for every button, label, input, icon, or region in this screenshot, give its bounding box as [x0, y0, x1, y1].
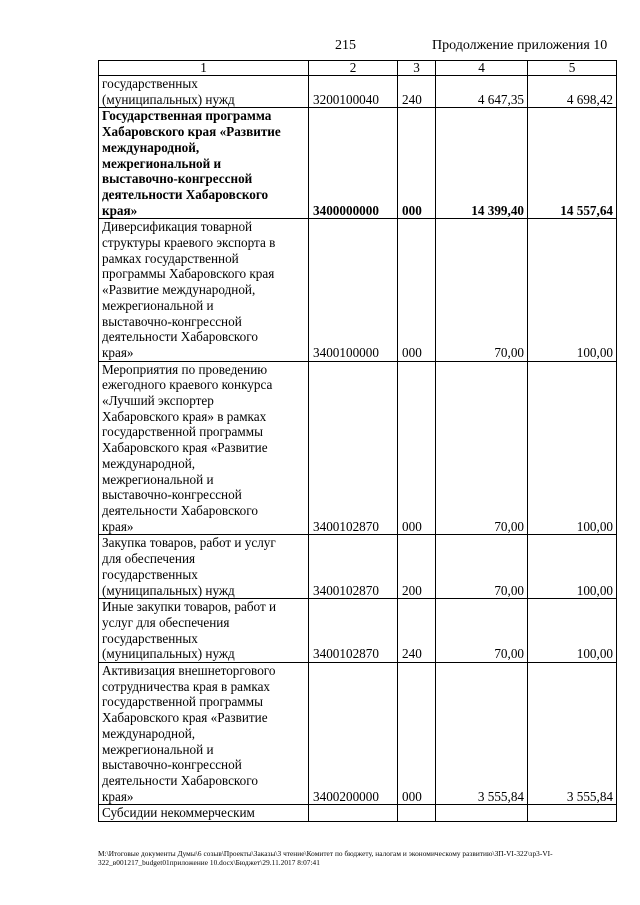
expense-type-code: 240: [398, 599, 436, 663]
amount-year-1: 70,00: [436, 599, 528, 663]
expense-type-code: 000: [398, 361, 436, 535]
amount-year-2: 100,00: [528, 219, 617, 361]
row-name-line: рамках государственной: [102, 250, 239, 266]
expense-type-code: [398, 805, 436, 822]
target-article-code: 3400100000: [309, 219, 398, 361]
row-name-line: ежегодного краевого конкурса: [102, 377, 273, 393]
row-name-line: международной,: [102, 455, 196, 471]
row-name-line: Диверсификация товарной: [102, 219, 253, 235]
amount-year-2: 100,00: [528, 361, 617, 535]
row-name-line: выставочно-конгрессной: [102, 487, 242, 503]
table-row: [99, 219, 617, 361]
row-name-line: края»: [102, 202, 138, 218]
column-number: 2: [309, 61, 398, 76]
row-name-line: деятельности Хабаровского: [102, 502, 258, 518]
column-number-row: [99, 61, 617, 76]
target-article-code: 3400102870: [309, 361, 398, 535]
row-name-line: Хабаровского края» в рамках: [102, 408, 267, 424]
table-row: [99, 535, 617, 599]
row-name-line: сотрудничества края в рамках: [102, 678, 271, 694]
row-name-line: выставочно-конгрессной: [102, 313, 242, 329]
amount-year-2: 100,00: [528, 535, 617, 599]
row-name-cell: [99, 219, 309, 361]
row-name-line: межрегиональной и: [102, 471, 214, 487]
row-name-cell: [99, 76, 309, 108]
row-name-line: выставочно-конгрессной: [102, 757, 242, 773]
target-article-code: 3400102870: [309, 599, 398, 663]
file-path-footer: М:\Итоговые документы Думы\6 созыв\Проекты\Заказы\3 чтение\Комитет по бюджету, налогам и экономическому развитию\ЗП-VI-322\зр3-VI-322_в001217_budget01приложение 10.docx\Бюджет\29.11.2017 8:07:41: [98, 849, 553, 867]
row-name-cell: [99, 535, 309, 599]
amount-year-1: [436, 805, 528, 822]
table-row: [99, 663, 617, 805]
row-name-line: структуры краевого экспорта в: [102, 235, 276, 251]
row-name-line: услуг для обеспечения: [102, 614, 230, 630]
column-number: 4: [436, 61, 528, 76]
row-name-line: Хабаровского края «Развитие: [102, 710, 268, 726]
row-name-line: деятельности Хабаровского: [102, 772, 258, 788]
row-name-line: государственной программы: [102, 424, 263, 440]
row-name-line: государственных: [102, 630, 198, 646]
row-name-cell: [99, 361, 309, 535]
row-name-line: «Лучший экспортер: [102, 393, 214, 409]
amount-year-1: 70,00: [436, 535, 528, 599]
amount-year-2: [528, 805, 617, 822]
table-row: [99, 599, 617, 663]
budget-table: [98, 60, 617, 822]
row-name-line: международной,: [102, 139, 200, 155]
amount-year-1: 14 399,40: [436, 108, 528, 219]
amount-year-1: 4 647,35: [436, 76, 528, 108]
expense-type-code: 000: [398, 108, 436, 219]
row-name-cell: [99, 805, 309, 822]
page-header: [0, 38, 640, 58]
row-name-line: Мероприятия по проведению: [102, 361, 268, 377]
row-name-line: (муниципальных) нужд: [102, 582, 235, 598]
expense-type-code: 240: [398, 76, 436, 108]
row-name-line: государственных: [102, 566, 198, 582]
amount-year-2: 3 555,84: [528, 663, 617, 805]
row-name-line: деятельности Хабаровского: [102, 186, 269, 202]
amount-year-1: 70,00: [436, 219, 528, 361]
expense-type-code: 000: [398, 219, 436, 361]
row-name-line: края»: [102, 518, 134, 534]
column-number: 1: [99, 61, 309, 76]
target-article-code: 3200100040: [309, 76, 398, 108]
row-name-line: (муниципальных) нужд: [102, 646, 235, 662]
expense-type-code: 000: [398, 663, 436, 805]
row-name-line: межрегиональной и: [102, 297, 214, 313]
target-article-code: [309, 805, 398, 822]
row-name-cell: [99, 599, 309, 663]
row-name-line: международной,: [102, 725, 196, 741]
row-name-line: деятельности Хабаровского: [102, 329, 258, 345]
column-number: 5: [528, 61, 617, 76]
target-article-code: 3400200000: [309, 663, 398, 805]
row-name-line: Активизация внешнеторгового: [102, 663, 276, 679]
amount-year-1: 3 555,84: [436, 663, 528, 805]
row-name-cell: [99, 108, 309, 219]
row-name-line: (муниципальных) нужд: [102, 91, 235, 107]
table-row: [99, 76, 617, 108]
row-name-line: Хабаровского края «Развитие: [102, 124, 281, 140]
expense-type-code: 200: [398, 535, 436, 599]
column-number: 3: [398, 61, 436, 76]
amount-year-2: 4 698,42: [528, 76, 617, 108]
row-name-line: выставочно-конгрессной: [102, 171, 253, 187]
table-row: [99, 805, 617, 822]
row-name-line: для обеспечения: [102, 551, 196, 567]
row-name-line: Субсидии некоммерческим: [102, 805, 255, 821]
row-name-line: Хабаровского края «Развитие: [102, 440, 268, 456]
amount-year-2: 100,00: [528, 599, 617, 663]
row-name-line: государственных: [102, 76, 198, 91]
table-row: [99, 108, 617, 219]
target-article-code: 3400000000: [309, 108, 398, 219]
target-article-code: 3400102870: [309, 535, 398, 599]
amount-year-2: 14 557,64: [528, 108, 617, 219]
amount-year-1: 70,00: [436, 361, 528, 535]
row-name-line: программы Хабаровского края: [102, 266, 275, 282]
row-name-line: государственной программы: [102, 694, 263, 710]
row-name-line: межрегиональной и: [102, 741, 214, 757]
row-name-line: межрегиональной и: [102, 155, 222, 171]
row-name-line: края»: [102, 788, 134, 804]
row-name-line: Закупка товаров, работ и услуг: [102, 535, 276, 551]
row-name-line: «Развитие международной,: [102, 282, 256, 298]
page-number: 215: [335, 38, 356, 53]
table-row: [99, 361, 617, 535]
row-name-line: края»: [102, 344, 134, 360]
row-name-cell: [99, 663, 309, 805]
row-name-line: Иные закупки товаров, работ и: [102, 599, 277, 615]
row-name-line: Государственная программа: [102, 108, 272, 124]
continuation-label: Продолжение приложения 10: [432, 38, 608, 53]
